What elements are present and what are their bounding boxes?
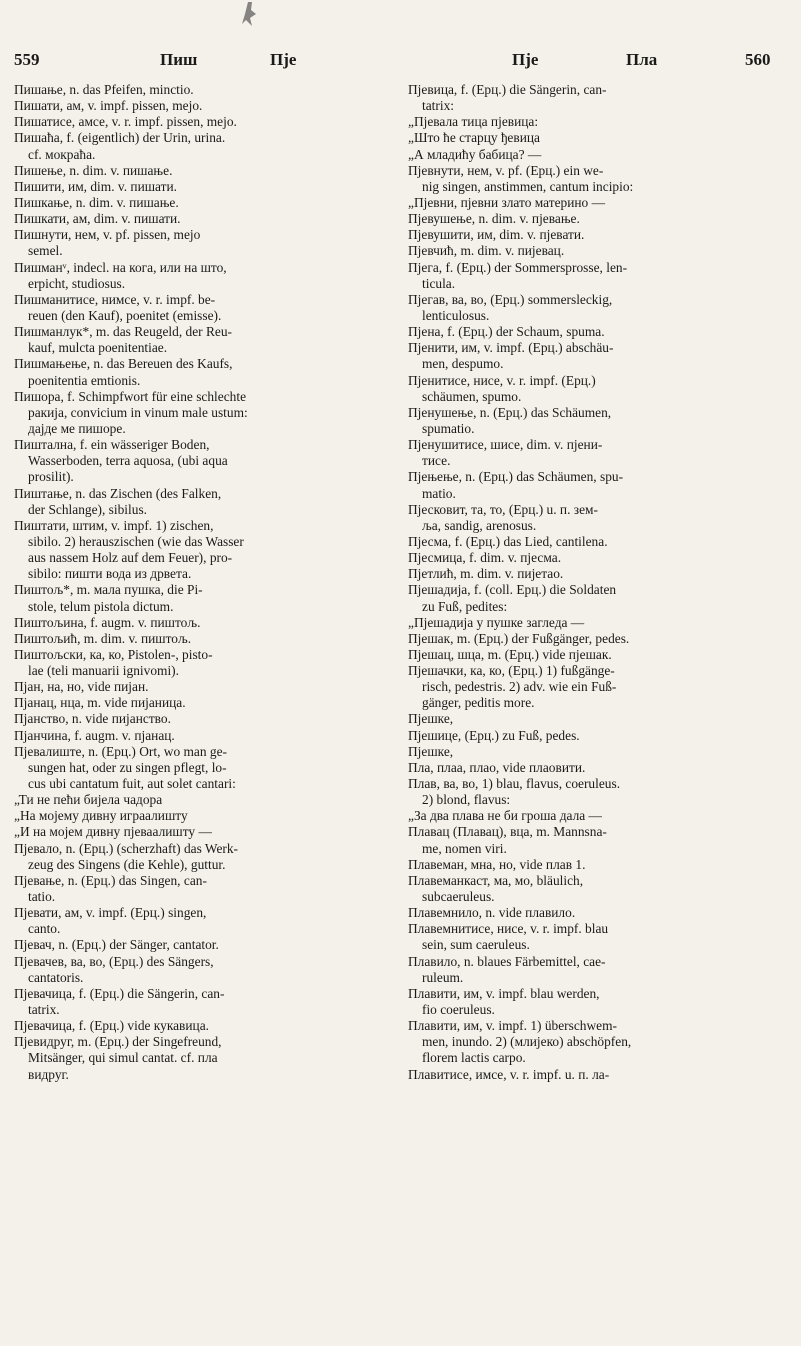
dictionary-line: тисе.: [422, 453, 451, 469]
dictionary-line: Mitsänger, qui simul cantat. cf. пла: [28, 1050, 218, 1066]
dictionary-line: tatrix.: [28, 1002, 60, 1018]
dictionary-line: cantatoris.: [28, 969, 84, 985]
dictionary-line: „И на мојем дивну пјеваалишту —: [14, 824, 212, 840]
dictionary-line: Пиштати, штим, v. impf. 1) zischen,: [14, 517, 214, 533]
dictionary-line: stole, telum pistola dictum.: [28, 598, 174, 614]
dictionary-line: ticula.: [422, 275, 456, 291]
dictionary-line: Пишати, ам, v. impf. pissen, mejo.: [14, 98, 203, 114]
dictionary-line: Пјевачица, f. (Ерц.) die Sängerin, can-: [14, 985, 225, 1001]
right-page-number: 560: [745, 50, 771, 69]
dictionary-line: florem lactis carpo.: [422, 1050, 526, 1066]
dictionary-line: Пла, плаа, плао, vide плаовити.: [408, 759, 586, 775]
dictionary-line: Пјевачев, ва, во, (Ерц.) des Sängers,: [14, 953, 214, 969]
dictionary-line: Плав, ва, во, 1) blau, flavus, coeruleus.: [408, 776, 621, 792]
dictionary-line: Пјесковит, та, то, (Ерц.) u. п. зем-: [408, 501, 598, 517]
dictionary-line: men, inundo. 2) (млијеко) abschöpfen,: [422, 1034, 632, 1050]
dictionary-line: Пјевидруг, m. (Ерц.) der Singefreund,: [14, 1034, 222, 1050]
dictionary-line: Пјевати, ам, v. impf. (Ерц.) singen,: [14, 905, 207, 921]
dictionary-line: Плавемнило, n. vide плавило.: [408, 905, 576, 921]
dictionary-line: cf. мокраћа.: [28, 146, 96, 162]
dictionary-line: Пишманлук*, m. das Reugeld, der Reu-: [14, 324, 233, 340]
right-guide-word-2: Пла: [626, 50, 658, 69]
dictionary-line: Пјешац, шца, m. (Ерц.) vide пјешак.: [408, 646, 612, 662]
left-page-number: 559: [14, 50, 40, 69]
dictionary-line: Пјевушити, им, dim. v. пјевати.: [408, 227, 585, 243]
dictionary-line: Пјешак, m. (Ерц.) der Fußgänger, pedes.: [408, 630, 630, 646]
dictionary-line: „Пјевни, пјевни злато материно —: [408, 194, 605, 210]
dictionary-line: Пјетлић, m. dim. v. пијетао.: [408, 566, 564, 582]
dictionary-line: Пјена, f. (Ерц.) der Schaum, spuma.: [408, 324, 605, 340]
left-column: [14, 82, 404, 1083]
dictionary-line: Wasserboden, terra aquosa, (ubi aqua: [28, 453, 228, 469]
dictionary-line: Пјевица, f. (Ерц.) die Sängerin, can-: [408, 82, 607, 97]
dictionary-line: Пјанчина, f. augm. v. пјанац.: [14, 727, 175, 743]
dictionary-line: kauf, mulcta poenitentiae.: [28, 340, 168, 356]
dictionary-line: Пјанац, нца, m. vide пијаница.: [14, 695, 186, 711]
dictionary-line: Пјевачица, f. (Ерц.) vide кукавица.: [14, 1018, 210, 1034]
dictionary-line: Пјешице, (Ерц.) zu Fuß, pedes.: [408, 727, 580, 743]
dictionary-line: spumatio.: [422, 420, 475, 436]
ink-stain: [230, 0, 270, 50]
dictionary-line: erpicht, studiosus.: [28, 275, 126, 291]
dictionary-line: tatio.: [28, 889, 56, 905]
dictionary-line: sungen hat, oder zu singen pflegt, lo-: [28, 759, 227, 775]
dictionary-line: zeug des Singens (die Kehle), guttur.: [28, 856, 226, 872]
dictionary-line: poenitentia emtionis.: [28, 372, 141, 388]
dictionary-line: sibilo: пишти вода из дрвета.: [28, 566, 192, 582]
dictionary-line: Пјенити, им, v. impf. (Ерц.) abschäu-: [408, 340, 614, 356]
dictionary-line: Пјевач, n. (Ерц.) der Sänger, cantator.: [14, 937, 219, 953]
dictionary-line: „Пјевала тица пјевица:: [408, 114, 539, 130]
dictionary-line: Пишнути, нем, v. pf. pissen, mejo: [14, 227, 201, 243]
dictionary-line: 2) blond, flavus:: [422, 792, 511, 808]
dictionary-line: Пишкати, ам, dim. v. пишати.: [14, 211, 181, 227]
dictionary-line: Пјега, f. (Ерц.) der Sommersprosse, len-: [408, 259, 628, 275]
left-guide-word-2: Пје: [270, 50, 297, 69]
dictionary-line: Плавитисе, имсе, v. r. impf. u. п. ла-: [408, 1066, 610, 1082]
dictionary-line: Плавити, им, v. impf. blau werden,: [408, 985, 600, 1001]
dictionary-line: Пјевчић, m. dim. v. пијевац.: [408, 243, 565, 259]
right-column: [408, 82, 798, 1083]
dictionary-line: canto.: [28, 921, 61, 937]
dictionary-line: men, despumo.: [422, 356, 504, 372]
dictionary-line: видруг.: [28, 1066, 69, 1082]
dictionary-line: reuen (den Kauf), poenitet (emisse).: [28, 307, 222, 323]
dictionary-line: der Schlange), sibilus.: [28, 501, 148, 517]
dictionary-line: Пјешачки, ка, ко, (Ерц.) 1) fußgänge-: [408, 663, 615, 679]
dictionary-line: tatrix:: [422, 98, 454, 114]
dictionary-line: Пиштољ*, m. мала пушка, die Pi-: [14, 582, 203, 598]
dictionary-line: cus ubi cantatum fuit, aut solet cantari:: [28, 776, 236, 792]
dictionary-line: Плавеман, мна, но, vide плав 1.: [408, 856, 586, 872]
dictionary-line: Пјанство, n. vide пијанство.: [14, 711, 171, 727]
dictionary-line: Пишаћа, f. (eigentlich) der Urin, urina.: [14, 130, 226, 146]
dictionary-line: Пишање, n. das Pfeifen, minctio.: [14, 82, 194, 97]
dictionary-line: Пјешадија, f. (coll. Ерц.) die Soldaten: [408, 582, 617, 598]
dictionary-line: Пишора, f. Schimpfwort für eine schlechte: [14, 388, 247, 404]
dictionary-line: me, nomen viri.: [422, 840, 507, 856]
dictionary-line: Плавемнитисе, нисе, v. r. impf. blau: [408, 921, 609, 937]
dictionary-line: nig singen, anstimmen, cantum incipio:: [422, 178, 634, 194]
dictionary-line: Пјан, на, но, vide пијан.: [14, 679, 149, 695]
dictionary-line: prosilit).: [28, 469, 74, 485]
dictionary-line: sibilo. 2) herauszischen (wie das Wasser: [28, 533, 244, 549]
dictionary-line: „Ти не пећи бијела чадора: [14, 792, 163, 808]
dictionary-line: Плавити, им, v. impf. 1) überschwem-: [408, 1018, 617, 1034]
dictionary-line: aus nassem Holz auf dem Feuer), pro-: [28, 550, 233, 566]
dictionary-line: lenticulosus.: [422, 307, 490, 323]
dictionary-line: Пјенитисе, нисе, v. r. impf. (Ерц.): [408, 372, 596, 388]
dictionary-line: Пишманᵛ, indecl. на кога, или на што,: [14, 259, 227, 275]
dictionary-line: Пјесмица, f. dim. v. пјесма.: [408, 550, 562, 566]
dictionary-line: „А младићу бабица? —: [408, 146, 542, 162]
dictionary-line: Пјевало, n. (Ерц.) (scherzhaft) das Werk-: [14, 840, 239, 856]
dictionary-line: Пјењење, n. (Ерц.) das Schäumen, spu-: [408, 469, 624, 485]
dictionary-line: Пјевнути, нем, v. pf. (Ерц.) ein we-: [408, 162, 604, 178]
dictionary-line: „На мојему дивну играалишту: [14, 808, 188, 824]
dictionary-line: ракија, convicium in vinum male ustum:: [28, 404, 248, 420]
dictionary-line: subcaeruleus.: [422, 889, 495, 905]
dictionary-line: Пјевање, n. (Ерц.) das Singen, can-: [14, 872, 207, 888]
dictionary-line: Пишмањење, n. das Bereuen des Kaufs,: [14, 356, 233, 372]
dictionary-line: Пиштољски, ка, ко, Pistolen-, pisto-: [14, 646, 213, 662]
dictionary-line: Пјешке,: [408, 743, 454, 759]
dictionary-line: Пишманитисе, нимсе, v. r. impf. be-: [14, 291, 216, 307]
dictionary-line: gänger, peditis more.: [422, 695, 535, 711]
dictionary-line: zu Fuß, pedites:: [422, 598, 508, 614]
dictionary-line: дајде ме пишоре.: [28, 420, 126, 436]
dictionary-line: „Пјешадија у пушке загледа —: [408, 614, 585, 630]
dictionary-line: matio.: [422, 485, 456, 501]
dictionary-line: Пишкање, n. dim. v. пишање.: [14, 194, 179, 210]
dictionary-line: ља, sandig, arenosus.: [422, 517, 537, 533]
dictionary-line: schäumen, spumo.: [422, 388, 522, 404]
dictionary-line: Плавило, n. blaues Färbemittel, cae-: [408, 953, 606, 969]
dictionary-line: Плавац (Плавац), вца, m. Mannsna-: [408, 824, 607, 840]
dictionary-line: Пишење, n. dim. v. пишање.: [14, 162, 173, 178]
left-guide-word-1: Пиш: [160, 50, 198, 69]
dictionary-line: Пишити, им, dim. v. пишати.: [14, 178, 178, 194]
dictionary-line: ruleum.: [422, 969, 464, 985]
dictionary-line: Пјевалиште, n. (Ерц.) Ort, wo man ge-: [14, 743, 227, 759]
running-header: [0, 0, 801, 70]
dictionary-line: Пиштољина, f. augm. v. пиштољ.: [14, 614, 201, 630]
dictionary-line: „Што ће старцу ђевица: [408, 130, 540, 146]
dictionary-line: Пиштална, f. ein wässeriger Boden,: [14, 437, 210, 453]
dictionary-line: Пиштање, n. das Zischen (des Falken,: [14, 485, 222, 501]
dictionary-line: lae (teli manuarii ignivomi).: [28, 663, 179, 679]
dictionary-line: Пјегав, ва, во, (Ерц.) sommersleckig,: [408, 291, 613, 307]
dictionary-line: Пишатисе, амсе, v. r. impf. pissen, mejo.: [14, 114, 237, 130]
right-guide-word-1: Пје: [512, 50, 539, 69]
dictionary-line: Пјешке,: [408, 711, 454, 727]
dictionary-line: semel.: [28, 243, 63, 259]
dictionary-line: Пиштољић, m. dim. v. пиштољ.: [14, 630, 192, 646]
dictionary-line: Плавеманкаст, ма, мо, bläulich,: [408, 872, 584, 888]
dictionary-line: Пјесма, f. (Ерц.) das Lied, cantilena.: [408, 533, 608, 549]
dictionary-line: Пјенушење, n. (Ерц.) das Schäumen,: [408, 404, 612, 420]
dictionary-line: Пјевушење, n. dim. v. пјевање.: [408, 211, 580, 227]
dictionary-line: Пјенушитисе, шисе, dim. v. пјени-: [408, 437, 603, 453]
dictionary-line: fio coeruleus.: [422, 1002, 495, 1018]
dictionary-line: sein, sum caeruleus.: [422, 937, 530, 953]
dictionary-line: „За два плава не би гроша дала —: [408, 808, 602, 824]
dictionary-line: risch, pedestris. 2) adv. wie ein Fuß-: [422, 679, 617, 695]
